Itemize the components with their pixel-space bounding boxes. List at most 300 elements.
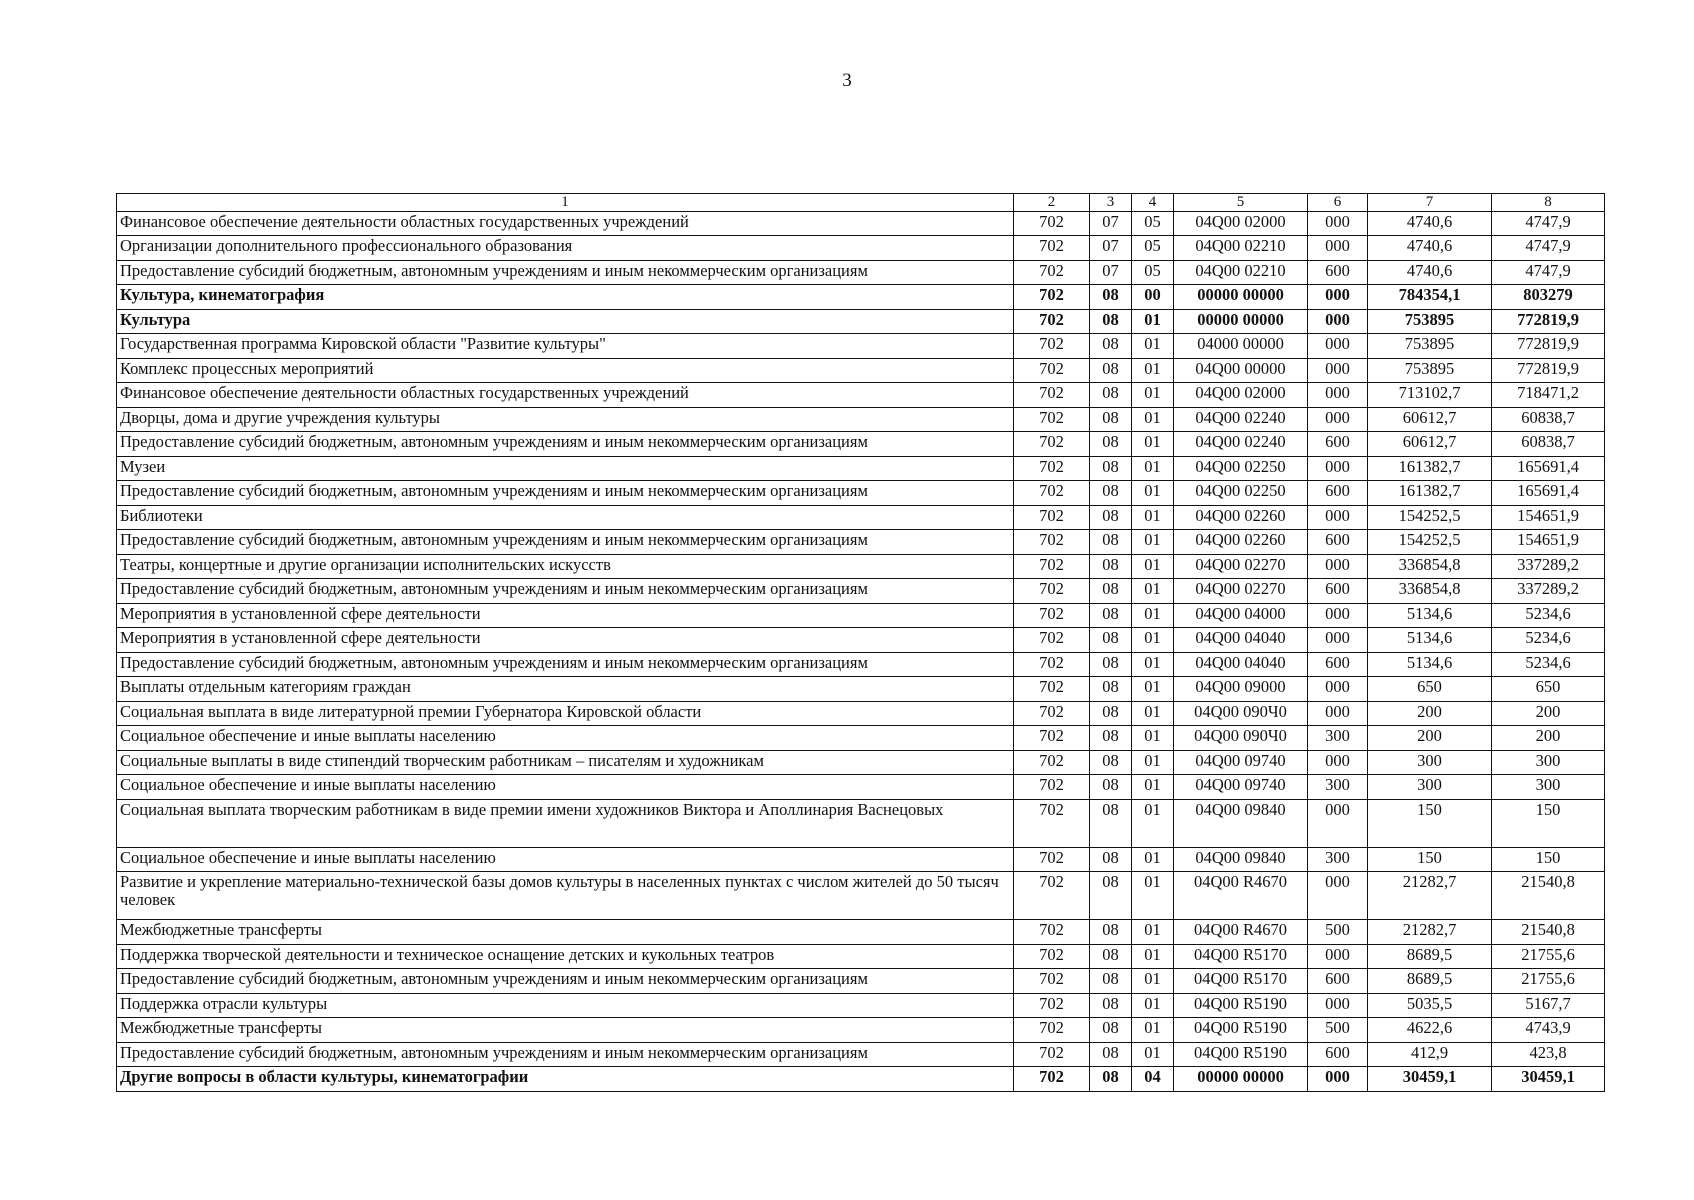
row-code-2-cell: 702 — [1014, 579, 1090, 604]
table-row — [117, 236, 1605, 261]
row-code-5-cell: 04Q00 02210 — [1174, 236, 1308, 261]
row-code-4-cell: 01 — [1132, 407, 1174, 432]
row-amount-8-cell: 803279 — [1492, 285, 1605, 310]
row-code-6-cell: 000 — [1308, 309, 1368, 334]
row-code-5-cell: 04Q00 02240 — [1174, 432, 1308, 457]
row-code-3-cell: 08 — [1090, 847, 1132, 872]
row-amount-7-cell: 200 — [1368, 726, 1492, 751]
column-header-8: 8 — [1492, 194, 1605, 212]
table-row — [117, 334, 1605, 359]
row-code-5-cell: 04Q00 R5190 — [1174, 1042, 1308, 1067]
row-code-4-cell: 01 — [1132, 701, 1174, 726]
row-code-6-cell: 000 — [1308, 799, 1368, 847]
row-code-4-cell: 01 — [1132, 652, 1174, 677]
row-code-3-cell: 08 — [1090, 481, 1132, 506]
row-code-2-cell: 702 — [1014, 993, 1090, 1018]
row-name-cell: Межбюджетные трансферты — [117, 920, 1014, 945]
row-amount-8-cell: 154651,9 — [1492, 505, 1605, 530]
row-code-4-cell: 04 — [1132, 1067, 1174, 1092]
row-code-3-cell: 08 — [1090, 872, 1132, 920]
row-amount-7-cell: 650 — [1368, 677, 1492, 702]
row-amount-8-cell: 337289,2 — [1492, 554, 1605, 579]
table-row — [117, 920, 1605, 945]
row-code-5-cell: 04Q00 02250 — [1174, 481, 1308, 506]
row-amount-7-cell: 784354,1 — [1368, 285, 1492, 310]
row-amount-8-cell: 4747,9 — [1492, 260, 1605, 285]
row-code-4-cell: 05 — [1132, 236, 1174, 261]
row-name-cell: Социальная выплата в виде литературной премии Губернатора Кировской области — [117, 701, 1014, 726]
row-code-6-cell: 300 — [1308, 847, 1368, 872]
row-code-5-cell: 04Q00 09000 — [1174, 677, 1308, 702]
row-code-4-cell: 01 — [1132, 775, 1174, 800]
row-code-2-cell: 702 — [1014, 799, 1090, 847]
row-code-2-cell: 702 — [1014, 334, 1090, 359]
row-code-5-cell: 04Q00 02250 — [1174, 456, 1308, 481]
row-code-5-cell: 04Q00 R5190 — [1174, 993, 1308, 1018]
row-name-cell: Дворцы, дома и другие учреждения культуры — [117, 407, 1014, 432]
row-code-5-cell: 04Q00 02210 — [1174, 260, 1308, 285]
table-row — [117, 847, 1605, 872]
row-amount-8-cell: 300 — [1492, 775, 1605, 800]
row-amount-8-cell: 5234,6 — [1492, 628, 1605, 653]
row-code-3-cell: 08 — [1090, 1042, 1132, 1067]
row-code-2-cell: 702 — [1014, 530, 1090, 555]
row-code-5-cell: 04Q00 02260 — [1174, 530, 1308, 555]
row-name-cell: Социальное обеспечение и иные выплаты населению — [117, 726, 1014, 751]
row-code-2-cell: 702 — [1014, 407, 1090, 432]
row-code-3-cell: 08 — [1090, 775, 1132, 800]
row-amount-7-cell: 300 — [1368, 775, 1492, 800]
table-row — [117, 677, 1605, 702]
table-row — [117, 211, 1605, 236]
row-code-5-cell: 04Q00 09840 — [1174, 847, 1308, 872]
row-name-cell: Предоставление субсидий бюджетным, автономным учреждениям и иным некоммерческим организациям — [117, 432, 1014, 457]
row-name-cell: Межбюджетные трансферты — [117, 1018, 1014, 1043]
row-name-cell: Предоставление субсидий бюджетным, автономным учреждениям и иным некоммерческим организациям — [117, 579, 1014, 604]
row-code-3-cell: 08 — [1090, 628, 1132, 653]
row-amount-7-cell: 4740,6 — [1368, 211, 1492, 236]
table-row — [117, 432, 1605, 457]
row-code-4-cell: 01 — [1132, 847, 1174, 872]
row-code-4-cell: 01 — [1132, 358, 1174, 383]
row-code-5-cell: 04Q00 R5170 — [1174, 969, 1308, 994]
row-amount-7-cell: 161382,7 — [1368, 481, 1492, 506]
row-code-6-cell: 000 — [1308, 383, 1368, 408]
row-amount-8-cell: 5234,6 — [1492, 652, 1605, 677]
row-code-4-cell: 01 — [1132, 677, 1174, 702]
row-code-2-cell: 702 — [1014, 775, 1090, 800]
row-code-3-cell: 07 — [1090, 211, 1132, 236]
row-code-6-cell: 600 — [1308, 652, 1368, 677]
row-code-2-cell: 702 — [1014, 554, 1090, 579]
row-name-cell: Поддержка творческой деятельности и техническое оснащение детских и кукольных театров — [117, 944, 1014, 969]
table-row — [117, 505, 1605, 530]
row-code-4-cell: 01 — [1132, 603, 1174, 628]
column-header-1: 1 — [117, 194, 1014, 212]
row-amount-8-cell: 165691,4 — [1492, 456, 1605, 481]
row-code-3-cell: 08 — [1090, 750, 1132, 775]
row-amount-7-cell: 753895 — [1368, 334, 1492, 359]
row-amount-8-cell: 772819,9 — [1492, 309, 1605, 334]
row-code-5-cell: 04Q00 090Ч0 — [1174, 701, 1308, 726]
row-code-2-cell: 702 — [1014, 1042, 1090, 1067]
row-code-3-cell: 07 — [1090, 260, 1132, 285]
row-code-3-cell: 08 — [1090, 383, 1132, 408]
row-code-5-cell: 04Q00 09740 — [1174, 775, 1308, 800]
column-header-2: 2 — [1014, 194, 1090, 212]
row-code-4-cell: 01 — [1132, 799, 1174, 847]
row-code-5-cell: 04Q00 R5190 — [1174, 1018, 1308, 1043]
row-code-2-cell: 702 — [1014, 677, 1090, 702]
row-code-4-cell: 01 — [1132, 969, 1174, 994]
row-amount-7-cell: 150 — [1368, 847, 1492, 872]
row-amount-8-cell: 150 — [1492, 847, 1605, 872]
row-code-5-cell: 04Q00 R4670 — [1174, 872, 1308, 920]
row-code-4-cell: 01 — [1132, 505, 1174, 530]
row-amount-7-cell: 4622,6 — [1368, 1018, 1492, 1043]
table-body — [117, 211, 1605, 1091]
row-code-5-cell: 00000 00000 — [1174, 1067, 1308, 1092]
row-code-5-cell: 04Q00 04040 — [1174, 652, 1308, 677]
header-row — [117, 194, 1605, 212]
row-amount-7-cell: 5134,6 — [1368, 603, 1492, 628]
row-amount-8-cell: 772819,9 — [1492, 358, 1605, 383]
row-code-4-cell: 01 — [1132, 309, 1174, 334]
row-code-3-cell: 08 — [1090, 1067, 1132, 1092]
row-code-4-cell: 01 — [1132, 726, 1174, 751]
row-amount-8-cell: 300 — [1492, 750, 1605, 775]
row-code-6-cell: 600 — [1308, 260, 1368, 285]
row-code-4-cell: 01 — [1132, 579, 1174, 604]
row-name-cell: Государственная программа Кировской области "Развитие культуры" — [117, 334, 1014, 359]
row-code-3-cell: 08 — [1090, 920, 1132, 945]
row-code-3-cell: 08 — [1090, 334, 1132, 359]
row-name-cell: Предоставление субсидий бюджетным, автономным учреждениям и иным некоммерческим организациям — [117, 481, 1014, 506]
row-code-4-cell: 01 — [1132, 456, 1174, 481]
row-code-2-cell: 702 — [1014, 309, 1090, 334]
row-name-cell: Библиотеки — [117, 505, 1014, 530]
table-row — [117, 750, 1605, 775]
row-amount-8-cell: 60838,7 — [1492, 432, 1605, 457]
row-amount-7-cell: 8689,5 — [1368, 944, 1492, 969]
row-code-6-cell: 300 — [1308, 775, 1368, 800]
row-code-4-cell: 01 — [1132, 1042, 1174, 1067]
table-row — [117, 579, 1605, 604]
row-code-4-cell: 01 — [1132, 383, 1174, 408]
row-code-2-cell: 702 — [1014, 260, 1090, 285]
row-code-6-cell: 000 — [1308, 677, 1368, 702]
row-code-3-cell: 08 — [1090, 652, 1132, 677]
row-amount-8-cell: 423,8 — [1492, 1042, 1605, 1067]
row-amount-8-cell: 5167,7 — [1492, 993, 1605, 1018]
row-amount-8-cell: 200 — [1492, 726, 1605, 751]
row-code-5-cell: 04Q00 09740 — [1174, 750, 1308, 775]
row-code-6-cell: 000 — [1308, 211, 1368, 236]
row-code-4-cell: 01 — [1132, 530, 1174, 555]
row-amount-7-cell: 161382,7 — [1368, 456, 1492, 481]
row-name-cell: Социальные выплаты в виде стипендий творческим работникам – писателям и художникам — [117, 750, 1014, 775]
row-amount-7-cell: 5134,6 — [1368, 652, 1492, 677]
row-code-2-cell: 702 — [1014, 750, 1090, 775]
row-code-4-cell: 05 — [1132, 260, 1174, 285]
row-code-6-cell: 000 — [1308, 456, 1368, 481]
row-code-4-cell: 01 — [1132, 993, 1174, 1018]
row-code-3-cell: 08 — [1090, 603, 1132, 628]
row-amount-8-cell: 165691,4 — [1492, 481, 1605, 506]
row-amount-7-cell: 154252,5 — [1368, 505, 1492, 530]
row-amount-8-cell: 21540,8 — [1492, 920, 1605, 945]
row-code-3-cell: 08 — [1090, 969, 1132, 994]
row-code-2-cell: 702 — [1014, 211, 1090, 236]
table-row — [117, 628, 1605, 653]
row-name-cell: Предоставление субсидий бюджетным, автономным учреждениям и иным некоммерческим организациям — [117, 1042, 1014, 1067]
row-code-2-cell: 702 — [1014, 456, 1090, 481]
row-code-2-cell: 702 — [1014, 701, 1090, 726]
table-row — [117, 530, 1605, 555]
row-name-cell: Выплаты отдельным категориям граждан — [117, 677, 1014, 702]
row-code-6-cell: 000 — [1308, 872, 1368, 920]
row-code-6-cell: 000 — [1308, 603, 1368, 628]
row-code-6-cell: 000 — [1308, 944, 1368, 969]
row-name-cell: Предоставление субсидий бюджетным, автономным учреждениям и иным некоммерческим организациям — [117, 969, 1014, 994]
row-code-5-cell: 04Q00 02270 — [1174, 579, 1308, 604]
row-amount-8-cell: 650 — [1492, 677, 1605, 702]
row-name-cell: Мероприятия в установленной сфере деятельности — [117, 628, 1014, 653]
table-row — [117, 456, 1605, 481]
column-header-5: 5 — [1174, 194, 1308, 212]
row-name-cell: Организации дополнительного профессионального образования — [117, 236, 1014, 261]
row-code-5-cell: 04Q00 00000 — [1174, 358, 1308, 383]
row-amount-7-cell: 4740,6 — [1368, 236, 1492, 261]
row-code-4-cell: 01 — [1132, 432, 1174, 457]
row-amount-8-cell: 21755,6 — [1492, 944, 1605, 969]
row-name-cell: Другие вопросы в области культуры, кинематографии — [117, 1067, 1014, 1092]
row-code-2-cell: 702 — [1014, 481, 1090, 506]
row-code-6-cell: 000 — [1308, 407, 1368, 432]
row-code-5-cell: 00000 00000 — [1174, 285, 1308, 310]
row-amount-7-cell: 30459,1 — [1368, 1067, 1492, 1092]
row-code-2-cell: 702 — [1014, 285, 1090, 310]
table-row — [117, 993, 1605, 1018]
row-code-6-cell: 000 — [1308, 236, 1368, 261]
row-code-6-cell: 500 — [1308, 920, 1368, 945]
row-amount-8-cell: 30459,1 — [1492, 1067, 1605, 1092]
row-name-cell: Социальное обеспечение и иные выплаты населению — [117, 775, 1014, 800]
row-code-3-cell: 08 — [1090, 505, 1132, 530]
row-code-3-cell: 07 — [1090, 236, 1132, 261]
table-row — [117, 775, 1605, 800]
row-code-2-cell: 702 — [1014, 432, 1090, 457]
row-amount-8-cell: 772819,9 — [1492, 334, 1605, 359]
table-row — [117, 701, 1605, 726]
row-amount-8-cell: 154651,9 — [1492, 530, 1605, 555]
table-row — [117, 1067, 1605, 1092]
row-name-cell: Музеи — [117, 456, 1014, 481]
row-code-6-cell: 600 — [1308, 432, 1368, 457]
row-code-3-cell: 08 — [1090, 358, 1132, 383]
row-amount-7-cell: 60612,7 — [1368, 432, 1492, 457]
row-amount-7-cell: 4740,6 — [1368, 260, 1492, 285]
row-code-6-cell: 000 — [1308, 750, 1368, 775]
row-code-4-cell: 05 — [1132, 211, 1174, 236]
row-name-cell: Финансовое обеспечение деятельности областных государственных учреждений — [117, 383, 1014, 408]
table-row — [117, 407, 1605, 432]
row-name-cell: Социальное обеспечение и иные выплаты населению — [117, 847, 1014, 872]
row-name-cell: Предоставление субсидий бюджетным, автономным учреждениям и иным некоммерческим организациям — [117, 652, 1014, 677]
row-name-cell: Мероприятия в установленной сфере деятельности — [117, 603, 1014, 628]
column-header-7: 7 — [1368, 194, 1492, 212]
row-code-2-cell: 702 — [1014, 383, 1090, 408]
row-amount-8-cell: 5234,6 — [1492, 603, 1605, 628]
row-amount-7-cell: 154252,5 — [1368, 530, 1492, 555]
row-code-2-cell: 702 — [1014, 969, 1090, 994]
row-code-6-cell: 000 — [1308, 993, 1368, 1018]
row-code-2-cell: 702 — [1014, 920, 1090, 945]
row-code-5-cell: 04Q00 02240 — [1174, 407, 1308, 432]
row-amount-7-cell: 336854,8 — [1368, 579, 1492, 604]
row-code-6-cell: 600 — [1308, 530, 1368, 555]
table-row — [117, 383, 1605, 408]
row-code-4-cell: 00 — [1132, 285, 1174, 310]
row-code-2-cell: 702 — [1014, 872, 1090, 920]
row-amount-7-cell: 753895 — [1368, 358, 1492, 383]
row-amount-8-cell: 60838,7 — [1492, 407, 1605, 432]
row-amount-7-cell: 8689,5 — [1368, 969, 1492, 994]
table-row — [117, 260, 1605, 285]
row-code-2-cell: 702 — [1014, 358, 1090, 383]
row-amount-8-cell: 718471,2 — [1492, 383, 1605, 408]
row-name-cell: Комплекс процессных мероприятий — [117, 358, 1014, 383]
row-code-6-cell: 600 — [1308, 579, 1368, 604]
row-code-3-cell: 08 — [1090, 579, 1132, 604]
row-code-5-cell: 04Q00 09840 — [1174, 799, 1308, 847]
row-code-4-cell: 01 — [1132, 554, 1174, 579]
row-amount-7-cell: 21282,7 — [1368, 872, 1492, 920]
row-amount-7-cell: 713102,7 — [1368, 383, 1492, 408]
row-code-6-cell: 000 — [1308, 554, 1368, 579]
row-code-2-cell: 702 — [1014, 505, 1090, 530]
row-code-5-cell: 04000 00000 — [1174, 334, 1308, 359]
row-code-6-cell: 000 — [1308, 1067, 1368, 1092]
row-code-3-cell: 08 — [1090, 407, 1132, 432]
row-amount-7-cell: 5134,6 — [1368, 628, 1492, 653]
row-code-3-cell: 08 — [1090, 530, 1132, 555]
row-code-5-cell: 04Q00 02260 — [1174, 505, 1308, 530]
row-amount-8-cell: 4747,9 — [1492, 236, 1605, 261]
row-code-3-cell: 08 — [1090, 554, 1132, 579]
row-amount-7-cell: 21282,7 — [1368, 920, 1492, 945]
row-amount-8-cell: 21755,6 — [1492, 969, 1605, 994]
row-code-5-cell: 04Q00 R4670 — [1174, 920, 1308, 945]
row-code-3-cell: 08 — [1090, 944, 1132, 969]
row-code-3-cell: 08 — [1090, 1018, 1132, 1043]
row-code-2-cell: 702 — [1014, 944, 1090, 969]
row-code-6-cell: 600 — [1308, 481, 1368, 506]
table-row — [117, 799, 1605, 847]
row-code-6-cell: 000 — [1308, 334, 1368, 359]
table-row — [117, 944, 1605, 969]
row-code-6-cell: 000 — [1308, 285, 1368, 310]
row-code-6-cell: 600 — [1308, 969, 1368, 994]
row-code-2-cell: 702 — [1014, 652, 1090, 677]
row-code-4-cell: 01 — [1132, 481, 1174, 506]
row-code-5-cell: 04Q00 02270 — [1174, 554, 1308, 579]
row-name-cell: Социальная выплата творческим работникам в виде премии имени художников Виктора и Аполлинария Васнецовых — [117, 799, 1014, 847]
row-name-cell: Предоставление субсидий бюджетным, автономным учреждениям и иным некоммерческим организациям — [117, 530, 1014, 555]
table-row — [117, 603, 1605, 628]
column-header-3: 3 — [1090, 194, 1132, 212]
row-code-6-cell: 000 — [1308, 628, 1368, 653]
row-code-5-cell: 04Q00 R5170 — [1174, 944, 1308, 969]
column-header-4: 4 — [1132, 194, 1174, 212]
table-row — [117, 554, 1605, 579]
row-name-cell: Финансовое обеспечение деятельности областных государственных учреждений — [117, 211, 1014, 236]
row-amount-7-cell: 5035,5 — [1368, 993, 1492, 1018]
row-code-3-cell: 08 — [1090, 432, 1132, 457]
row-name-cell: Развитие и укрепление материально-технической базы домов культуры в населенных пунктах с числом жителей до 50 тысяч человек — [117, 872, 1014, 920]
row-code-3-cell: 08 — [1090, 726, 1132, 751]
table-row — [117, 358, 1605, 383]
row-code-3-cell: 08 — [1090, 309, 1132, 334]
table-row — [117, 652, 1605, 677]
row-name-cell: Театры, концертные и другие организации исполнительских искусств — [117, 554, 1014, 579]
table-row — [117, 1018, 1605, 1043]
column-header-6: 6 — [1308, 194, 1368, 212]
row-code-2-cell: 702 — [1014, 726, 1090, 751]
row-code-5-cell: 04Q00 090Ч0 — [1174, 726, 1308, 751]
row-code-2-cell: 702 — [1014, 847, 1090, 872]
row-code-6-cell: 000 — [1308, 505, 1368, 530]
row-code-6-cell: 000 — [1308, 701, 1368, 726]
row-code-3-cell: 08 — [1090, 285, 1132, 310]
row-amount-8-cell: 4743,9 — [1492, 1018, 1605, 1043]
table-row — [117, 969, 1605, 994]
row-code-5-cell: 00000 00000 — [1174, 309, 1308, 334]
table-row — [117, 726, 1605, 751]
table-row — [117, 481, 1605, 506]
row-code-2-cell: 702 — [1014, 236, 1090, 261]
row-amount-7-cell: 412,9 — [1368, 1042, 1492, 1067]
row-code-3-cell: 08 — [1090, 456, 1132, 481]
row-code-2-cell: 702 — [1014, 1018, 1090, 1043]
budget-table — [116, 193, 1605, 1092]
row-code-2-cell: 702 — [1014, 628, 1090, 653]
row-amount-7-cell: 150 — [1368, 799, 1492, 847]
row-amount-7-cell: 336854,8 — [1368, 554, 1492, 579]
row-code-6-cell: 000 — [1308, 358, 1368, 383]
table-row — [117, 285, 1605, 310]
row-amount-7-cell: 753895 — [1368, 309, 1492, 334]
row-code-3-cell: 08 — [1090, 799, 1132, 847]
row-name-cell: Культура, кинематография — [117, 285, 1014, 310]
row-code-6-cell: 300 — [1308, 726, 1368, 751]
row-code-6-cell: 600 — [1308, 1042, 1368, 1067]
row-code-3-cell: 08 — [1090, 701, 1132, 726]
row-name-cell: Культура — [117, 309, 1014, 334]
row-amount-8-cell: 337289,2 — [1492, 579, 1605, 604]
row-code-5-cell: 04Q00 02000 — [1174, 383, 1308, 408]
page-number: 3 — [842, 70, 852, 91]
table-row — [117, 1042, 1605, 1067]
row-name-cell: Поддержка отрасли культуры — [117, 993, 1014, 1018]
row-amount-8-cell: 150 — [1492, 799, 1605, 847]
row-code-5-cell: 04Q00 02000 — [1174, 211, 1308, 236]
row-code-4-cell: 01 — [1132, 872, 1174, 920]
row-code-4-cell: 01 — [1132, 628, 1174, 653]
row-amount-7-cell: 200 — [1368, 701, 1492, 726]
row-name-cell: Предоставление субсидий бюджетным, автономным учреждениям и иным некоммерческим организациям — [117, 260, 1014, 285]
table-row — [117, 872, 1605, 920]
